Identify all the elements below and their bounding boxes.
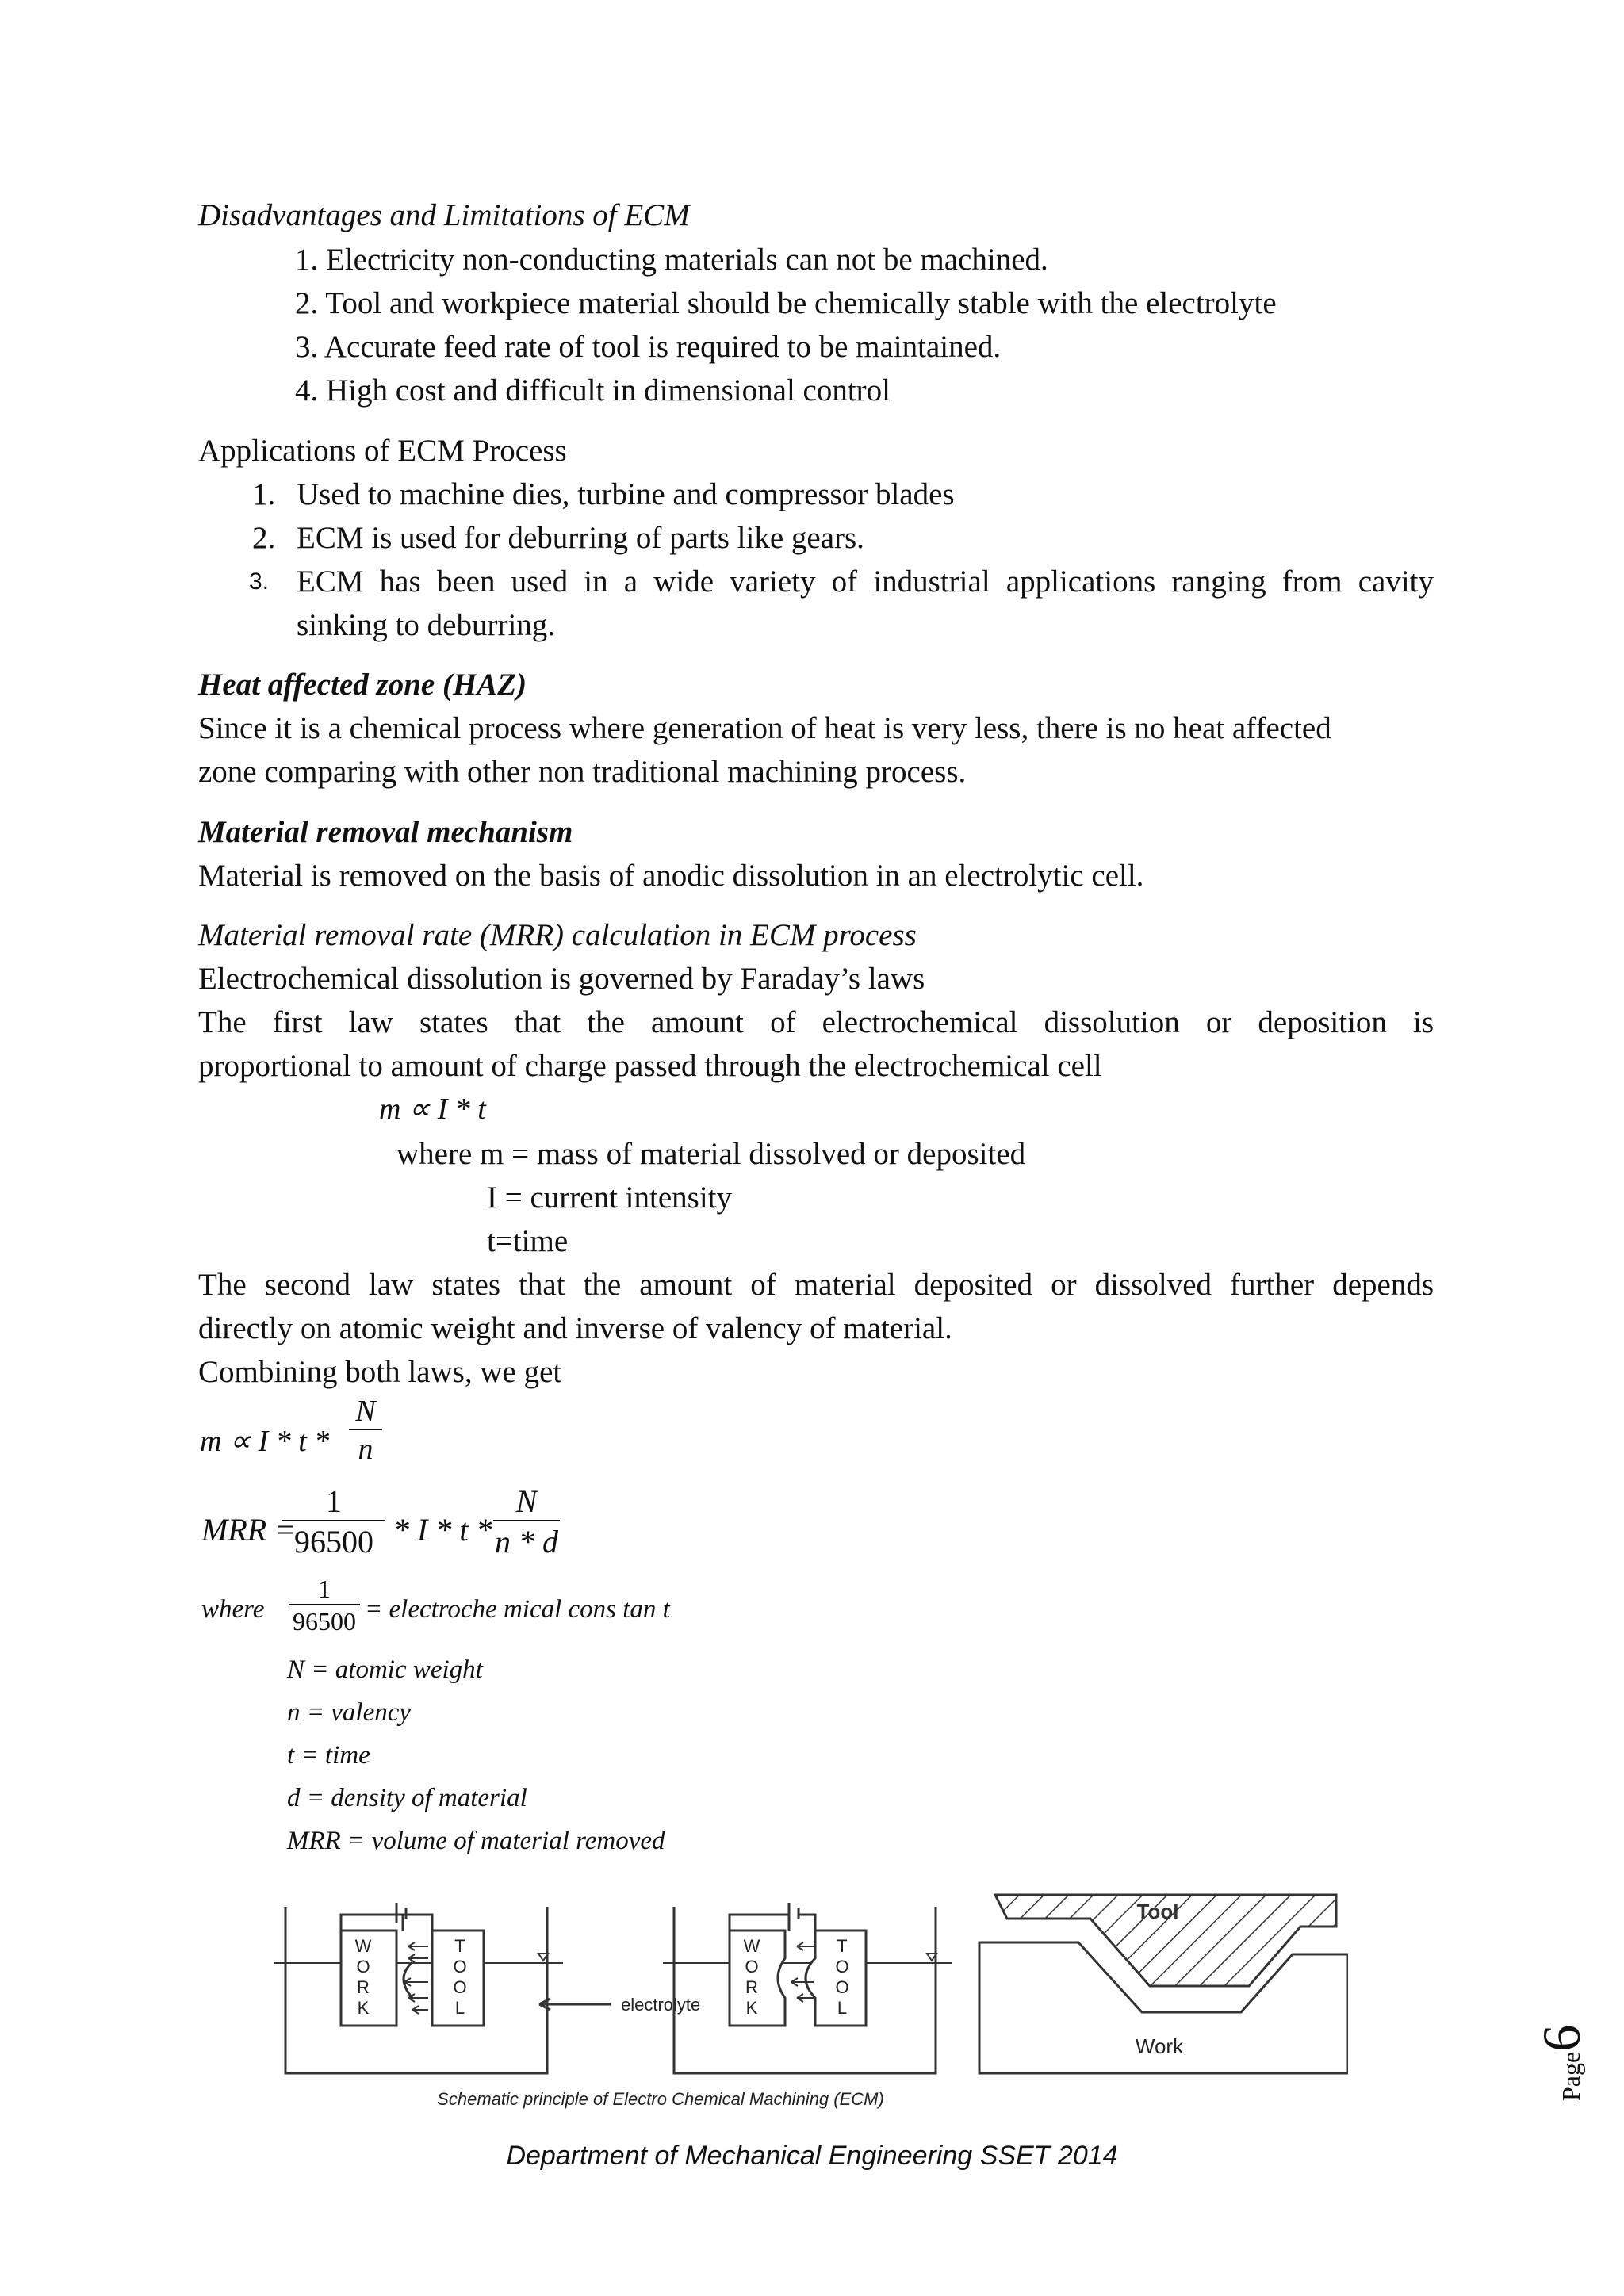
equation3-denominator2: n * d (493, 1520, 560, 1560)
equation3-fraction2 (493, 1483, 560, 1560)
def-atomic-weight: N = atomic weight (287, 1655, 483, 1684)
cell-middle (663, 1903, 952, 2073)
equation2-fraction (349, 1394, 382, 1467)
def-denominator: 96500 (289, 1604, 360, 1636)
disadvantage-item: 3. Accurate feed rate of tool is required to be maintained. (295, 330, 1002, 364)
electrolyte-label: electrolyte (621, 1995, 701, 2015)
cell-left (274, 1903, 611, 2073)
tool-letter: O (835, 1957, 849, 1976)
tool-letter: T (454, 1936, 465, 1956)
combining-text: Combining both laws, we get (198, 1355, 562, 1389)
second-law-text: The second law states that the amount of material deposited or dissolved further depends (198, 1268, 1434, 1302)
disadvantage-item: 1. Electricity non-conducting materials can not be machined. (295, 243, 1048, 277)
haz-heading: Heat affected zone (HAZ) (198, 668, 527, 702)
def-numerator: 1 (318, 1575, 331, 1603)
work-letter: W (743, 1936, 760, 1956)
def-valency: n = valency (287, 1698, 412, 1727)
application-item-cont: sinking to deburring. (297, 608, 556, 642)
application-number: 3. (249, 568, 270, 595)
work-letter: O (745, 1957, 759, 1976)
first-law-text: proportional to amount of charge passed through the electrochemical cell (198, 1049, 1102, 1083)
page-footer: Department of Mechanical Engineering SSET 2014 (506, 2141, 1118, 2171)
def-density: d = density of material (287, 1784, 527, 1812)
tool-label: Tool (1136, 1900, 1179, 1923)
application-number: 2. (252, 521, 276, 555)
def-time: t = time (287, 1741, 370, 1770)
where-time: t=time (487, 1224, 569, 1258)
equation3-denominator1: 96500 (282, 1520, 385, 1560)
tool-letter: T (837, 1936, 848, 1956)
work-letter: K (357, 1998, 370, 2018)
def-fraction (289, 1575, 360, 1636)
def-constant: = electroche mical cons tan t (365, 1595, 670, 1624)
haz-text: Since it is a chemical process where generation of heat is very less, there is no heat affected (198, 711, 1331, 745)
def-where: where (201, 1595, 265, 1624)
equation2-numerator: N (355, 1395, 376, 1428)
disadvantages-heading: Disadvantages and Limitations of ECM (198, 198, 690, 232)
haz-text: zone comparing with other non traditional machining process. (198, 755, 967, 789)
where-current: I = current intensity (487, 1181, 732, 1215)
equation3-fraction1 (282, 1483, 385, 1560)
application-number: 1. (252, 477, 276, 511)
equation2-denominator: n (349, 1429, 382, 1467)
page-number (1530, 2025, 1593, 2101)
equation3-mid: * I * t * (393, 1512, 492, 1548)
tool-letter: L (837, 1998, 848, 2018)
equation2-left: m ∝ I * t * (200, 1425, 330, 1458)
work-label: Work (1135, 2034, 1184, 2058)
equation3-numerator1: 1 (326, 1483, 342, 1519)
tool-letter: O (453, 1957, 467, 1976)
ecm-schematic-figure (270, 1879, 1348, 2109)
work-letter: R (745, 1977, 758, 1997)
figure-caption: Schematic principle of Electro Chemical Machining (ECM) (437, 2089, 884, 2109)
disadvantage-item: 4. High cost and difficult in dimensional control (295, 373, 891, 408)
equation-proportional: m ∝ I * t (379, 1093, 486, 1126)
mechanism-heading: Material removal mechanism (198, 815, 573, 849)
mrr-intro: Electrochemical dissolution is governed by Faraday’s laws (198, 962, 925, 996)
applications-heading: Applications of ECM Process (198, 434, 567, 468)
page-prefix: Page (1557, 2051, 1585, 2101)
tool-letter: O (453, 1977, 467, 1997)
second-law-text: directly on atomic weight and inverse of valency of material. (198, 1311, 952, 1345)
disadvantage-item: 2. Tool and workpiece material should be chemically stable with the electrolyte (295, 286, 1277, 320)
mechanism-text: Material is removed on the basis of anodic dissolution in an electrolytic cell. (198, 859, 1144, 893)
application-item: ECM is used for deburring of parts like gears. (297, 521, 864, 555)
tool-letter: O (835, 1977, 849, 1997)
work-letter: O (356, 1957, 370, 1976)
work-letter: W (354, 1936, 372, 1956)
equation3-left: MRR = (201, 1512, 297, 1548)
electrolyte-arrow (539, 1999, 611, 2010)
equation3-numerator2: N (515, 1483, 538, 1519)
where-mass: where m = mass of material dissolved or deposited (396, 1137, 1026, 1171)
mrr-heading: Material removal rate (MRR) calculation in ECM process (198, 918, 917, 952)
first-law-text: The first law states that the amount of electrochemical dissolution or deposition is (198, 1005, 1434, 1039)
page-number-digit: 6 (1531, 2024, 1591, 2052)
def-mrr: MRR = volume of material removed (287, 1827, 665, 1855)
application-item: Used to machine dies, turbine and compressor blades (297, 477, 955, 511)
work-letter: K (745, 1998, 758, 2018)
tool-letter: L (454, 1998, 465, 2018)
work-letter: R (357, 1977, 370, 1997)
application-item: ECM has been used in a wide variety of industrial applications ranging from cavity (297, 564, 1434, 599)
